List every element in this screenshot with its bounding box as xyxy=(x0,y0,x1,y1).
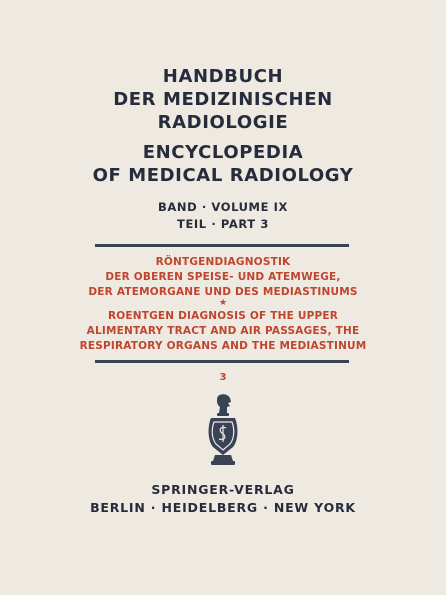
title-de-line-1: HANDBUCH xyxy=(162,66,284,87)
title-de-line-3: RADIOLOGIE xyxy=(157,112,289,133)
title-de-line-2: DER MEDIZINISCHEN xyxy=(113,89,333,110)
publisher-name: SPRINGER-VERLAG xyxy=(151,482,295,497)
volume-label: BAND · VOLUME IX xyxy=(158,200,288,214)
springer-chess-knight-logo xyxy=(203,393,243,471)
volume-number: 3 xyxy=(219,372,227,383)
top-rule xyxy=(95,244,349,247)
subtitle-de-line-1: RÖNTGENDIAGNOSTIK xyxy=(155,256,291,268)
title-en-line-2: OF MEDICAL RADIOLOGY xyxy=(92,165,354,186)
title-en-line-1: ENCYCLOPEDIA xyxy=(142,142,304,163)
bottom-rule xyxy=(95,360,349,363)
subtitle-de-line-2: DER OBEREN SPEISE- UND ATEMWEGE, xyxy=(105,271,341,283)
part-label: TEIL · PART 3 xyxy=(177,217,269,231)
separator-star: ★ xyxy=(218,298,228,308)
subtitle-en-line-3: RESPIRATORY ORGANS AND THE MEDIASTINUM xyxy=(79,340,367,352)
subtitle-en-line-2: ALIMENTARY TRACT AND AIR PASSAGES, THE xyxy=(86,325,360,337)
subtitle-en-line-1: ROENTGEN DIAGNOSIS OF THE UPPER xyxy=(107,310,339,322)
subtitle-de-line-3: DER ATEMORGANE UND DES MEDIASTINUMS xyxy=(88,286,358,298)
publisher-cities: BERLIN · HEIDELBERG · NEW YORK xyxy=(90,500,356,515)
